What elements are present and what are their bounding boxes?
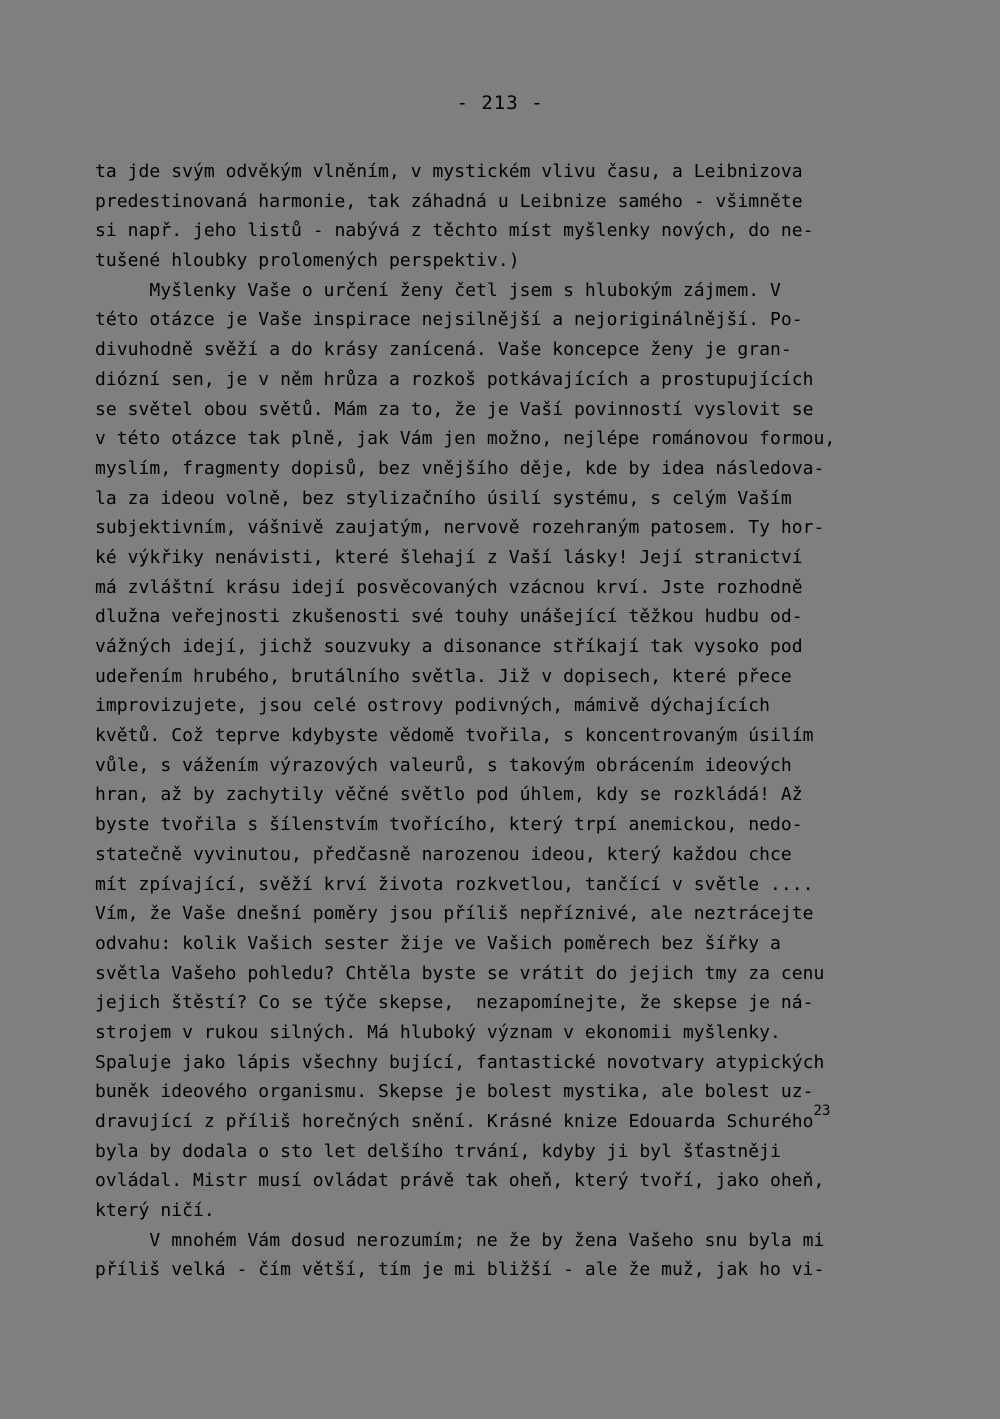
page-number: - 213 -	[456, 92, 544, 114]
text-line: buněk ideového organismu. Skepse je bolest mystika, ale bolest uz-	[95, 1081, 814, 1103]
text-line: květů. Což teprve kdybyste vědomě tvořila, s koncentrovaným úsilím	[95, 725, 814, 747]
text-line: improvizujete, jsou celé ostrovy podivných, mámivě dýchajících	[95, 695, 770, 717]
text-line: diózní sen, je v něm hrůza a rozkoš potkávajících a prostupujících	[95, 368, 814, 390]
text-line: strojem v rukou silných. Má hluboký význam v ekonomii myšlenky.	[95, 1021, 781, 1043]
text-line: vážných idejí, jichž souzvuky a disonance stříkají tak vysoko pod	[95, 636, 803, 657]
text-line: subjektivním, vášnivě zaujatým, nervově rozehraným patosem. Ty hor-	[95, 517, 825, 539]
body-text	[95, 157, 915, 1285]
text-line: byla by dodala o sto let delšího trvání, kdyby ji byl šťastněji	[95, 1140, 781, 1162]
text-line: dravující z příliš horečných snění. Krásné knize Edouarda Schurého	[95, 1111, 814, 1132]
text-line-with-footnote	[95, 1103, 915, 1137]
text-line: příliš velká - čím větší, tím je mi bližší - ale že muž, jak ho vi-	[95, 1259, 825, 1281]
text-line: jejich štěstí? Co se týče skepse, nezapomínejte, že skepse je ná-	[95, 992, 814, 1014]
text-line: ovládal. Mistr musí ovládat právě tak oheň, který tvoří, jako oheň,	[95, 1170, 825, 1192]
text-line: divuhodně svěží a do krásy zanícená. Vaše koncepce ženy je gran-	[95, 339, 792, 361]
text-line: mít zpívající, svěží krví života rozkvetlou, tančící v světle ....	[95, 873, 814, 895]
text-line: světla Vašeho pohledu? Chtěla byste se vrátit do jejich tmy za cenu	[95, 962, 825, 984]
text-line: odvahu: kolik Vašich sester žije ve Vašich poměrech bez šířky a	[95, 932, 781, 954]
text-line: Vím, že Vaše dnešní poměry jsou příliš nepříznivé, ale neztrácejte	[95, 903, 814, 925]
text-line: myslím, fragmenty dopisů, bez vnějšího děje, kde by idea následova-	[95, 457, 825, 479]
text-line: se světel obou světů. Mám za to, že je Vaší povinností vyslovit se	[95, 398, 814, 420]
text-line: Spaluje jako lápis všechny bující, fantastické novotvary atypických	[95, 1051, 825, 1073]
text-line: Myšlenky Vaše o určení ženy četl jsem s hlubokým zájmem. V	[95, 279, 781, 301]
text-line: byste tvořila s šílenstvím tvořícího, který trpí anemickou, nedo-	[95, 814, 803, 836]
text-line: V mnohém Vám dosud nerozumím; ne že by žena Vašeho snu byla mi	[95, 1229, 825, 1251]
text-line: ké výkřiky nenávisti, které šlehají z Vaší lásky! Její stranictví	[95, 546, 803, 568]
text-line: tušené hloubky prolomených perspektiv.)	[95, 250, 520, 272]
footnote-reference: 23	[813, 1103, 831, 1119]
text-line: la za ideou volně, bez stylizačního úsilí systému, s celým Vaším	[95, 487, 792, 509]
text-line: v této otázce tak plně, jak Vám jen možno, nejlépe románovou formou,	[95, 428, 836, 450]
text-line: má zvláštní krásu idejí posvěcovaných vzácnou krví. Jste rozhodně	[95, 576, 803, 598]
text-line: této otázce je Vaše inspirace nejsilnější a nejoriginálnější. Po-	[95, 309, 803, 331]
text-line: predestinovaná harmonie, tak záhadná u Leibnize samého - všimněte	[95, 190, 803, 212]
text-line: statečně vyvinutou, předčasně narozenou ideou, který každou chce	[95, 843, 792, 865]
text-line: který ničí.	[95, 1200, 215, 1222]
text-line: hran, až by zachytily věčné světlo pod úhlem, kdy se rozkládá! Až	[95, 784, 803, 806]
text-line: si např. jeho listů - nabývá z těchto míst myšlenky nových, do ne-	[95, 220, 814, 242]
text-line: ta jde svým odvěkým vlněním, v mystickém vlivu času, a Leibnizova	[95, 161, 803, 182]
text-line: vůle, s vážením výrazových valeurů, s takovým obrácením ideových	[95, 754, 792, 776]
text-line: udeřením hrubého, brutálního světla. Již v dopisech, které přece	[95, 665, 792, 687]
text-line: dlužna veřejnosti zkušenosti své touhy unášející těžkou hudbu od-	[95, 606, 803, 628]
